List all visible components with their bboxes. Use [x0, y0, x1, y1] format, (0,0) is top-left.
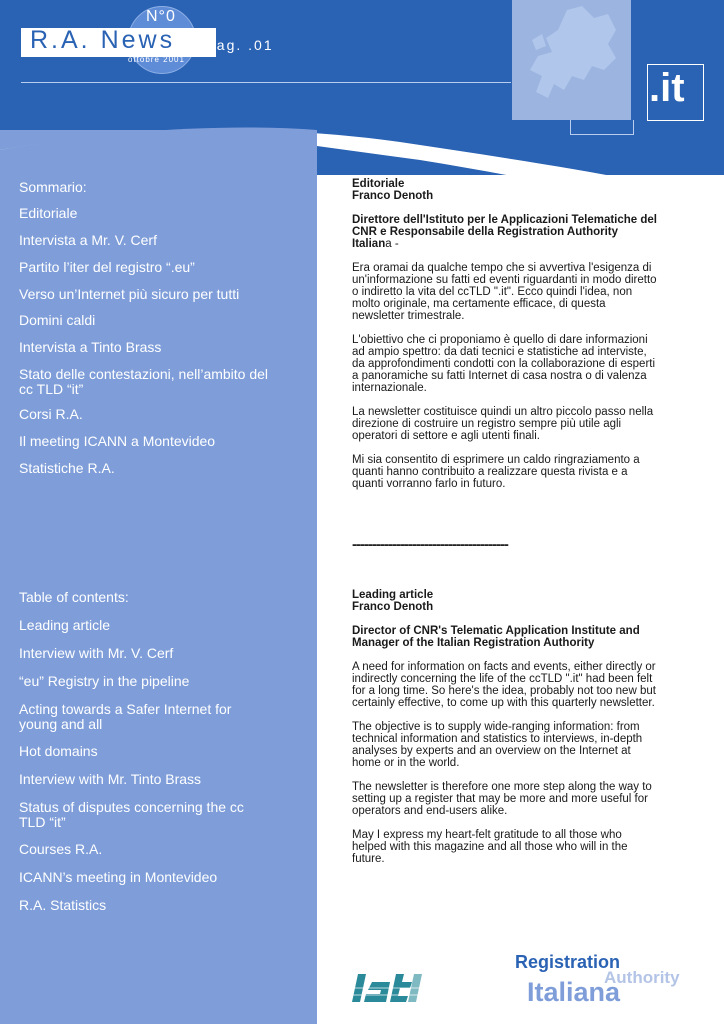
header-rule	[633, 120, 634, 135]
issue-date: ottobre 2001	[128, 55, 185, 64]
toc-heading-en: Table of contents:	[19, 589, 129, 605]
article-paragraph: The newsletter is therefore one more step along the way to setting up a register that may be more and more useful for operators and end-users alike.	[352, 781, 652, 817]
article-role-bold: Direttore dell'Istituto per le Applicazioni Telematiche del CNR e Responsabile della Registration Authority Italian	[352, 214, 657, 250]
article-paragraph: L'obiettivo che ci proponiamo è quello di dare informazioni ad ampio spettro: da dati tecnici e statistiche ad interviste, da approfondimenti condotti con la collaborazione di esperti a panoramiche su fatti Internet di casa nostra o di valenza internazionale.	[352, 334, 656, 394]
article-en	[352, 589, 657, 877]
article-paragraph: Era oramai da qualche tempo che si avvertiva l'esigenza di un'informazione su fatti ed eventi riguardanti in modo diretto o indiretto la vita del ccTLD ".it". Ecco quindi l'idea, non molto originale, ma certamente efficace, di questa newsletter trimestrale.	[352, 262, 657, 322]
toc-item: Stato delle contestazioni, nell’ambito del cc TLD “it”	[19, 366, 269, 397]
newsletter-title: R.A. News	[30, 26, 176, 54]
toc-item: Hot domains	[19, 743, 98, 759]
header-rule	[21, 82, 511, 83]
separator: ---------------------------------------	[352, 536, 508, 553]
toc-item: Domini caldi	[19, 312, 96, 328]
toc-item: Acting towards a Safer Internet for young and all	[19, 701, 232, 732]
article-author: Franco Denoth	[352, 190, 434, 202]
toc-item: Partito l’iter del registro “.eu”	[19, 259, 195, 275]
toc-item: Intervista a Mr. V. Cerf	[19, 232, 157, 248]
header-rule	[570, 134, 634, 135]
article-paragraph: The objective is to supply wide-ranging information: from technical information and statistics to interviews, in-depth analyses by experts and an overview on the Internet at home or in the world.	[352, 721, 643, 769]
toc-item: Interview with Mr. V. Cerf	[19, 645, 174, 661]
header-rule	[570, 120, 571, 135]
article-paragraph: Mi sia consentito di esprimere un caldo ringraziamento a quanti hanno contribuito a realizzare questa rivista e a quanti vorranno farlo in futuro.	[352, 454, 640, 490]
it-logo: .it	[649, 66, 685, 110]
article-paragraph: La newsletter costituisce quindi un altro piccolo passo nella direzione di costruire un registro sempre più utile agli operatori di settore e agli utenti finali.	[352, 406, 654, 442]
toc-item: “eu” Registry in the pipeline	[19, 673, 190, 689]
toc-item: Intervista a Tinto Brass	[19, 339, 162, 355]
toc-item: Editoriale	[19, 205, 78, 221]
italiana-label: Italiana	[527, 977, 621, 1007]
article-paragraph: A need for information on facts and events, either directly or indirectly concerning the life of the ccTLD ".it" had been felt for a long time. So here's the idea, probably not too new but certainly effective, to come up with this quarterly newsletter.	[352, 661, 656, 709]
toc-item: Il meeting ICANN a Montevideo	[19, 433, 216, 449]
toc-item: R.A. Statistics	[19, 897, 107, 913]
article-role-tail: a -	[385, 238, 399, 250]
toc-item: Leading article	[19, 617, 111, 633]
registration-label: Registration	[515, 952, 621, 972]
toc-item: ICANN’s meeting in Montevideo	[19, 869, 218, 885]
article-label: Editoriale	[352, 178, 405, 190]
article-label: Leading article	[352, 589, 434, 601]
toc-item: Status of disputes concerning the cc TLD “it”	[19, 799, 244, 830]
toc-item: Interview with Mr. Tinto Brass	[19, 771, 202, 787]
toc-item: Courses R.A.	[19, 841, 103, 857]
authority-label: Authority	[604, 968, 680, 987]
toc-item: Statistiche R.A.	[19, 460, 115, 476]
iat-logo	[350, 968, 430, 1008]
article-role	[352, 214, 657, 250]
toc-item: Verso un’Internet più sicuro per tutti	[19, 286, 240, 302]
toc-item: Corsi R.A.	[19, 406, 83, 422]
europe-map-icon	[512, 0, 631, 120]
page-number: pag. .01	[207, 37, 274, 53]
article-author: Franco Denoth	[352, 601, 434, 613]
issue-number: N°0	[146, 8, 176, 25]
toc-heading-it: Sommario:	[19, 179, 87, 195]
article-it	[352, 178, 657, 502]
article-role: Director of CNR's Telematic Application Institute and Manager of the Italian Registration Authority	[352, 625, 640, 649]
article-paragraph: May I express my heart-felt gratitude to all those who helped with this magazine and all those who will in the future.	[352, 829, 628, 865]
